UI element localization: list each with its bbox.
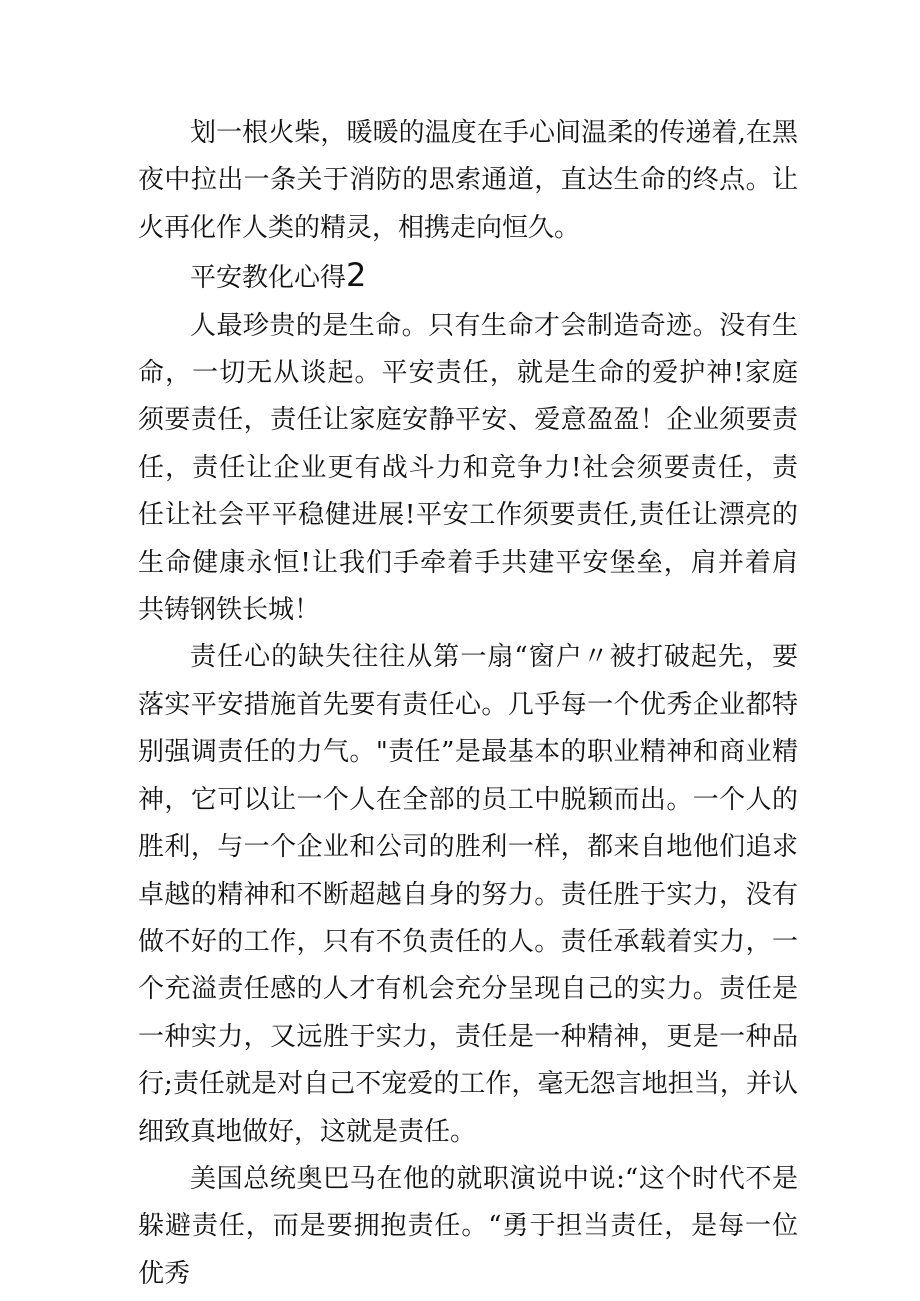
paragraph-obama-quote: 美国总统奥巴马在他的就职演说中说:“这个时代不是躲避责任，而是要拥抱责任。“勇于担当责任，是每一位优秀 <box>138 1163 798 1289</box>
section-heading-number: 2 <box>346 256 367 295</box>
section-heading <box>138 252 798 302</box>
document-body <box>138 110 798 1298</box>
paragraph-fire-match: 划一根火柴，暖暖的温度在手心间温柔的传递着,在黑夜中拉出一条关于消防的思索通道，直达生命的终点。让火再化作人类的精灵，相携走向恒久。 <box>138 118 798 243</box>
paragraph-life-responsibility: 人最珍贵的是生命。只有生命才会制造奇迹。没有生命，一切无从谈起。平安责任，就是生命的爱护神!家庭须要责任，责任让家庭安静平安、爱意盈盈！企业须要责任，责任让企业更有战斗力和竞争力!社会须要责任，责任让社会平平稳健进展!平安工作须要责任,责任让漂亮的生命健康永恒!让我们手牵着手共建平安堡垒，肩并着肩共铸钢铁长城！ <box>138 310 798 626</box>
section-heading-text: 平安教化心得 <box>190 263 347 294</box>
paragraph-responsibility-heart: 责任心的缺失往往从第一扇“窗户〃被打破起先，要落实平安措施首先要有责任心。几乎每一个优秀企业都特别强调责任的力气。"责任”是最基本的职业精神和商业精神，它可以让一个人在全部的员工中脱颖而出。一个人的胜利，与一个企业和公司的胜利一样，都来自地他们追求卓越的精神和不断超越自身的努力。责任胜于实力，没有做不好的工作，只有不负责任的人。责任承载着实力，一个充溢责任感的人才有机会充分呈现自己的实力。责任是一种实力，又远胜于实力，责任是一种精神，更是一种品行;责任就是对自己不宠爱的工作，毫无怨言地担当，并认细致真地做好，这就是责任。 <box>138 642 798 1147</box>
